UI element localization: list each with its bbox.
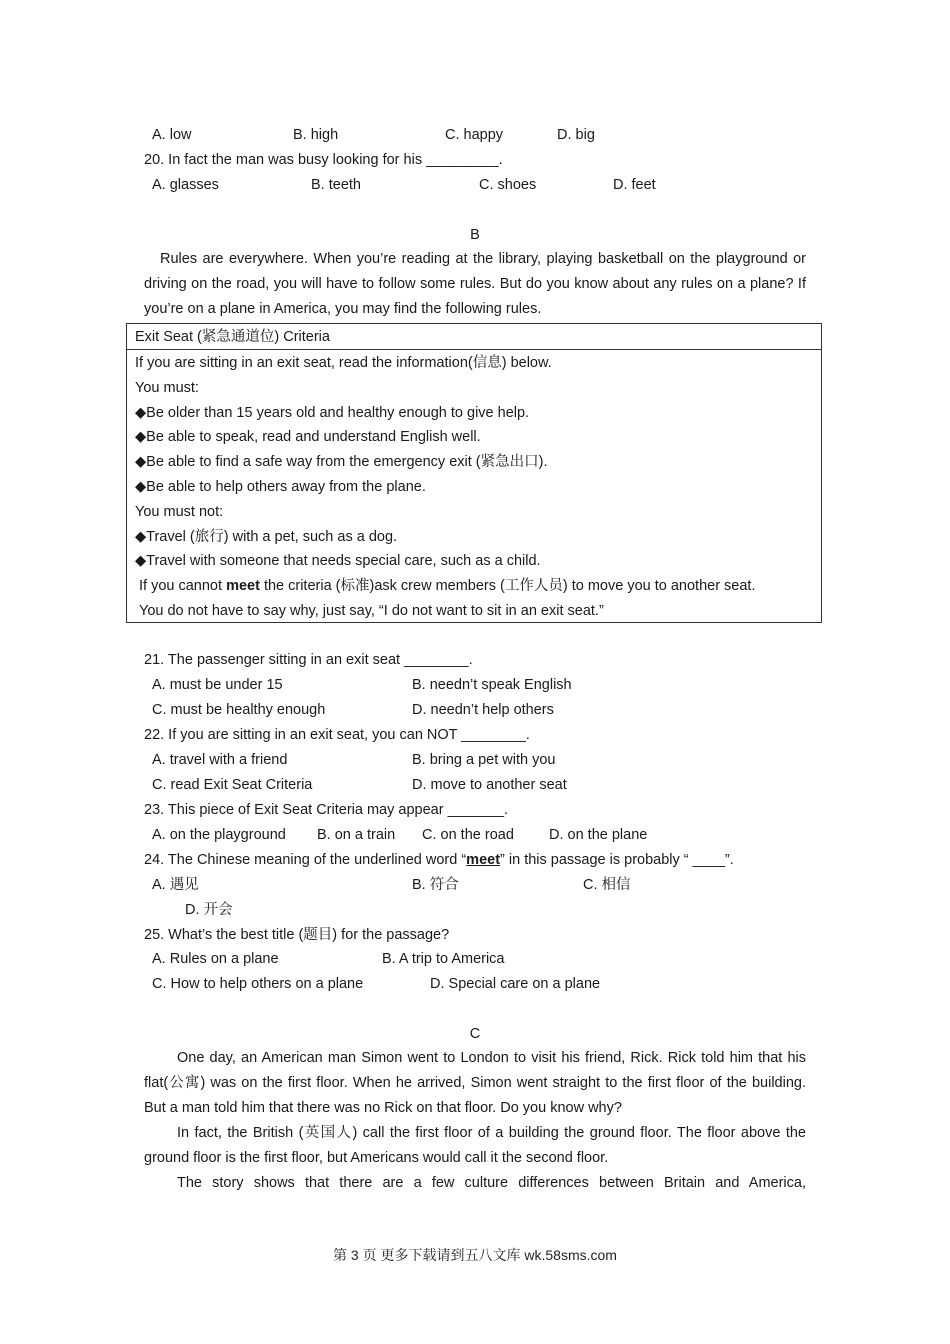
must-not-item: ◆Travel with someone that needs special care, such as a child.	[135, 553, 541, 570]
q22-stem: 22. If you are sitting in an exit seat, you can NOT ________.	[144, 727, 530, 743]
q25-option-a: A. Rules on a plane	[152, 951, 279, 967]
q22-option-d: D. move to another seat	[412, 777, 567, 793]
exit-seat-criteria-box	[126, 323, 822, 623]
q21-option-b: B. needn’t speak English	[412, 677, 572, 693]
q24-stem-post: ” in this passage is probably “ ____”.	[500, 852, 734, 868]
q22-option-b: B. bring a pet with you	[412, 752, 556, 768]
q24-underlined-word: meet	[466, 852, 501, 868]
criteria-body	[127, 350, 821, 624]
q24-option-d: D. 开会	[185, 902, 233, 918]
q22-option-c: C. read Exit Seat Criteria	[152, 777, 313, 793]
q19-option-c: C. happy	[445, 127, 504, 143]
q20-option-a: A. glasses	[152, 177, 219, 193]
section-c-passage	[144, 1046, 806, 1196]
section-c-paragraph-2: In fact, the British (英国人) call the first floor of a building the ground floor. The floor above the ground floor is the first floor, but Americans would call it the second floor.	[144, 1125, 806, 1166]
must-item: ◆Be able to speak, read and understand English well.	[135, 429, 481, 446]
q23-stem: 23. This piece of Exit Seat Criteria may appear _______.	[144, 802, 509, 818]
must-item: ◆Be older than 15 years old and healthy enough to give help.	[135, 404, 530, 421]
section-c-paragraph-3: The story shows that there are a few culture differences between Britain and America,	[177, 1175, 806, 1191]
q24-option-a: A. 遇见	[152, 877, 199, 893]
criteria-intro-line: If you are sitting in an exit seat, read the information(信息) below.	[135, 355, 552, 371]
q23-option-a: A. on the playground	[152, 827, 286, 843]
q21-option-a: A. must be under 15	[152, 677, 283, 693]
criteria-title: Exit Seat (紧急通道位) Criteria	[127, 324, 821, 350]
section-b-heading: B	[470, 227, 480, 243]
must-label: You must:	[135, 379, 199, 396]
q19-option-b: B. high	[293, 127, 339, 143]
section-c-heading: C	[469, 1026, 481, 1042]
q24-stem-pre: 24. The Chinese meaning of the underlined word “	[144, 852, 467, 868]
q20-option-d: D. feet	[613, 177, 656, 193]
closing-bold-word: meet	[226, 578, 260, 595]
section-c-paragraph-1: One day, an American man Simon went to London to visit his friend, Rick. Rick told him that his flat(公寓) was on the first floor. When he arrived, Simon went straight to the first floor of the building. But a man told him that there was no Rick on that floor. Do you know why?	[144, 1050, 806, 1116]
closing-text-pre: If you cannot	[139, 578, 227, 595]
must-not-label: You must not:	[135, 503, 224, 520]
must-not-item: ◆Travel (旅行) with a pet, such as a dog.	[135, 528, 398, 545]
q25-option-d: D. Special care on a plane	[430, 976, 601, 992]
q19-option-a: A. low	[152, 127, 192, 143]
q24-option-c: C. 相信	[583, 877, 631, 893]
q24-stem	[144, 850, 734, 870]
page-footer: 第 3 页 更多下载请到五八文库 wk.58sms.com	[333, 1247, 617, 1263]
section-b-intro	[144, 247, 806, 322]
q24-option-b: B. 符合	[412, 877, 459, 893]
q22-option-a: A. travel with a friend	[152, 752, 288, 768]
q23-option-c: C. on the road	[422, 827, 514, 843]
q21-option-c: C. must be healthy enough	[152, 702, 326, 718]
q19-option-d: D. big	[557, 127, 595, 143]
criteria-closing-line	[135, 574, 821, 599]
q25-option-b: B. A trip to America	[382, 951, 505, 967]
q21-stem: 21. The passenger sitting in an exit seat ________.	[144, 652, 473, 668]
must-item: ◆Be able to find a safe way from the emergency exit (紧急出口).	[135, 454, 548, 471]
q25-option-c: C. How to help others on a plane	[152, 976, 364, 992]
q20-option-b: B. teeth	[311, 177, 361, 193]
q25-stem: 25. What’s the best title (题目) for the passage?	[144, 927, 450, 943]
q20-stem: 20. In fact the man was busy looking for his _________.	[144, 152, 503, 168]
q23-option-d: D. on the plane	[549, 827, 648, 843]
closing-text-post: the criteria (标准)ask crew members (工作人员) to move you to another seat.	[259, 578, 756, 595]
must-item: ◆Be able to help others away from the plane.	[135, 478, 426, 495]
section-b-intro-text: Rules are everywhere. When you’re reading at the library, playing basketball on the playground or driving on the road, you will have to follow some rules. But do you know about any rules on a plane? If you’re on a plane in America, you may find the following rules.	[144, 251, 806, 317]
q21-option-d: D. needn’t help others	[412, 702, 554, 718]
q23-option-b: B. on a train	[317, 827, 396, 843]
criteria-closing-line-2: You do not have to say why, just say, “I do not want to sit in an exit seat.”	[139, 602, 604, 619]
q20-option-c: C. shoes	[479, 177, 537, 193]
